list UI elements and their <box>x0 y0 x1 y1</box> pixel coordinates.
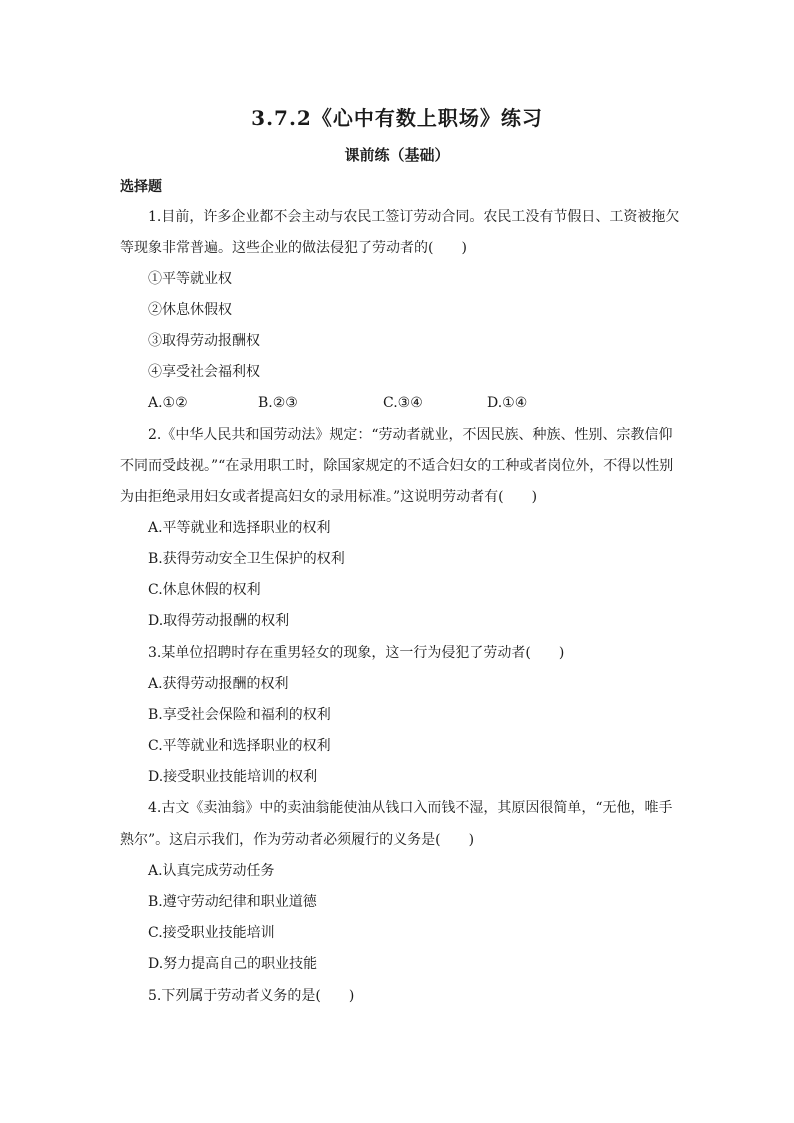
question-1-option-c: C.③④ <box>383 395 423 411</box>
question-1-option-a: A.①② <box>148 395 188 411</box>
question-4-option-c: C.接受职业技能培训 <box>148 925 275 941</box>
question-4-option-a: A.认真完成劳动任务 <box>148 863 275 879</box>
question-1-item-3: ③取得劳动报酬权 <box>148 333 260 349</box>
question-4-text-cont: 熟尔”。这启示我们，作为劳动者必须履行的义务是( ) <box>120 832 475 848</box>
question-1-item-1: ①平等就业权 <box>148 271 232 287</box>
question-3-option-d: D.接受职业技能培训的权利 <box>148 769 318 785</box>
page-subtitle: 课前练（基础） <box>344 146 450 164</box>
question-1-option-b: B.②③ <box>258 395 298 411</box>
question-4-option-b: B.遵守劳动纪律和职业道德 <box>148 894 317 910</box>
question-2-option-c: C.休息休假的权利 <box>148 582 261 598</box>
question-1-item-4: ④享受社会福利权 <box>148 364 260 380</box>
question-1-option-d: D.①④ <box>487 395 528 411</box>
question-1-item-2: ②休息休假权 <box>148 302 232 318</box>
section-heading: 选择题 <box>120 179 162 195</box>
question-4-text: 4.古文《卖油翁》中的卖油翁能使油从钱口入而钱不湿，其原因很简单，“无他，唯手 <box>148 800 673 816</box>
question-2-text: 2.《中华人民共和国劳动法》规定：“劳动者就业，不因民族、种族、性别、宗教信仰 <box>148 427 673 443</box>
question-2-option-b: B.获得劳动安全卫生保护的权利 <box>148 551 345 567</box>
question-2-text-cont-1: 不同而受歧视。”“在录用职工时，除国家规定的不适合妇女的工种或者岗位外，不得以性别 <box>120 458 674 474</box>
question-2-text-cont-2: 为由拒绝录用妇女或者提高妇女的录用标准。”这说明劳动者有( ) <box>120 489 538 505</box>
question-3-option-c: C.平等就业和选择职业的权利 <box>148 738 331 754</box>
question-1-text-cont: 等现象非常普遍。这些企业的做法侵犯了劳动者的( ) <box>120 240 467 256</box>
question-1-text: 1.目前，许多企业都不会主动与农民工签订劳动合同。农民工没有节假日、工资被拖欠 <box>148 209 680 225</box>
question-1-options <box>148 392 527 414</box>
question-3-option-a: A.获得劳动报酬的权利 <box>148 676 289 692</box>
question-3-text: 3.某单位招聘时存在重男轻女的现象，这一行为侵犯了劳动者( ) <box>148 645 565 661</box>
question-2-option-d: D.取得劳动报酬的权利 <box>148 613 290 629</box>
question-3-option-b: B.享受社会保险和福利的权利 <box>148 707 331 723</box>
question-5-text: 5.下列属于劳动者义务的是( ) <box>148 988 355 1004</box>
question-2-option-a: A.平等就业和选择职业的权利 <box>148 520 331 536</box>
page-title: 3.7.2《心中有数上职场》练习 <box>251 106 543 130</box>
question-4-option-d: D.努力提高自己的职业技能 <box>148 956 318 972</box>
